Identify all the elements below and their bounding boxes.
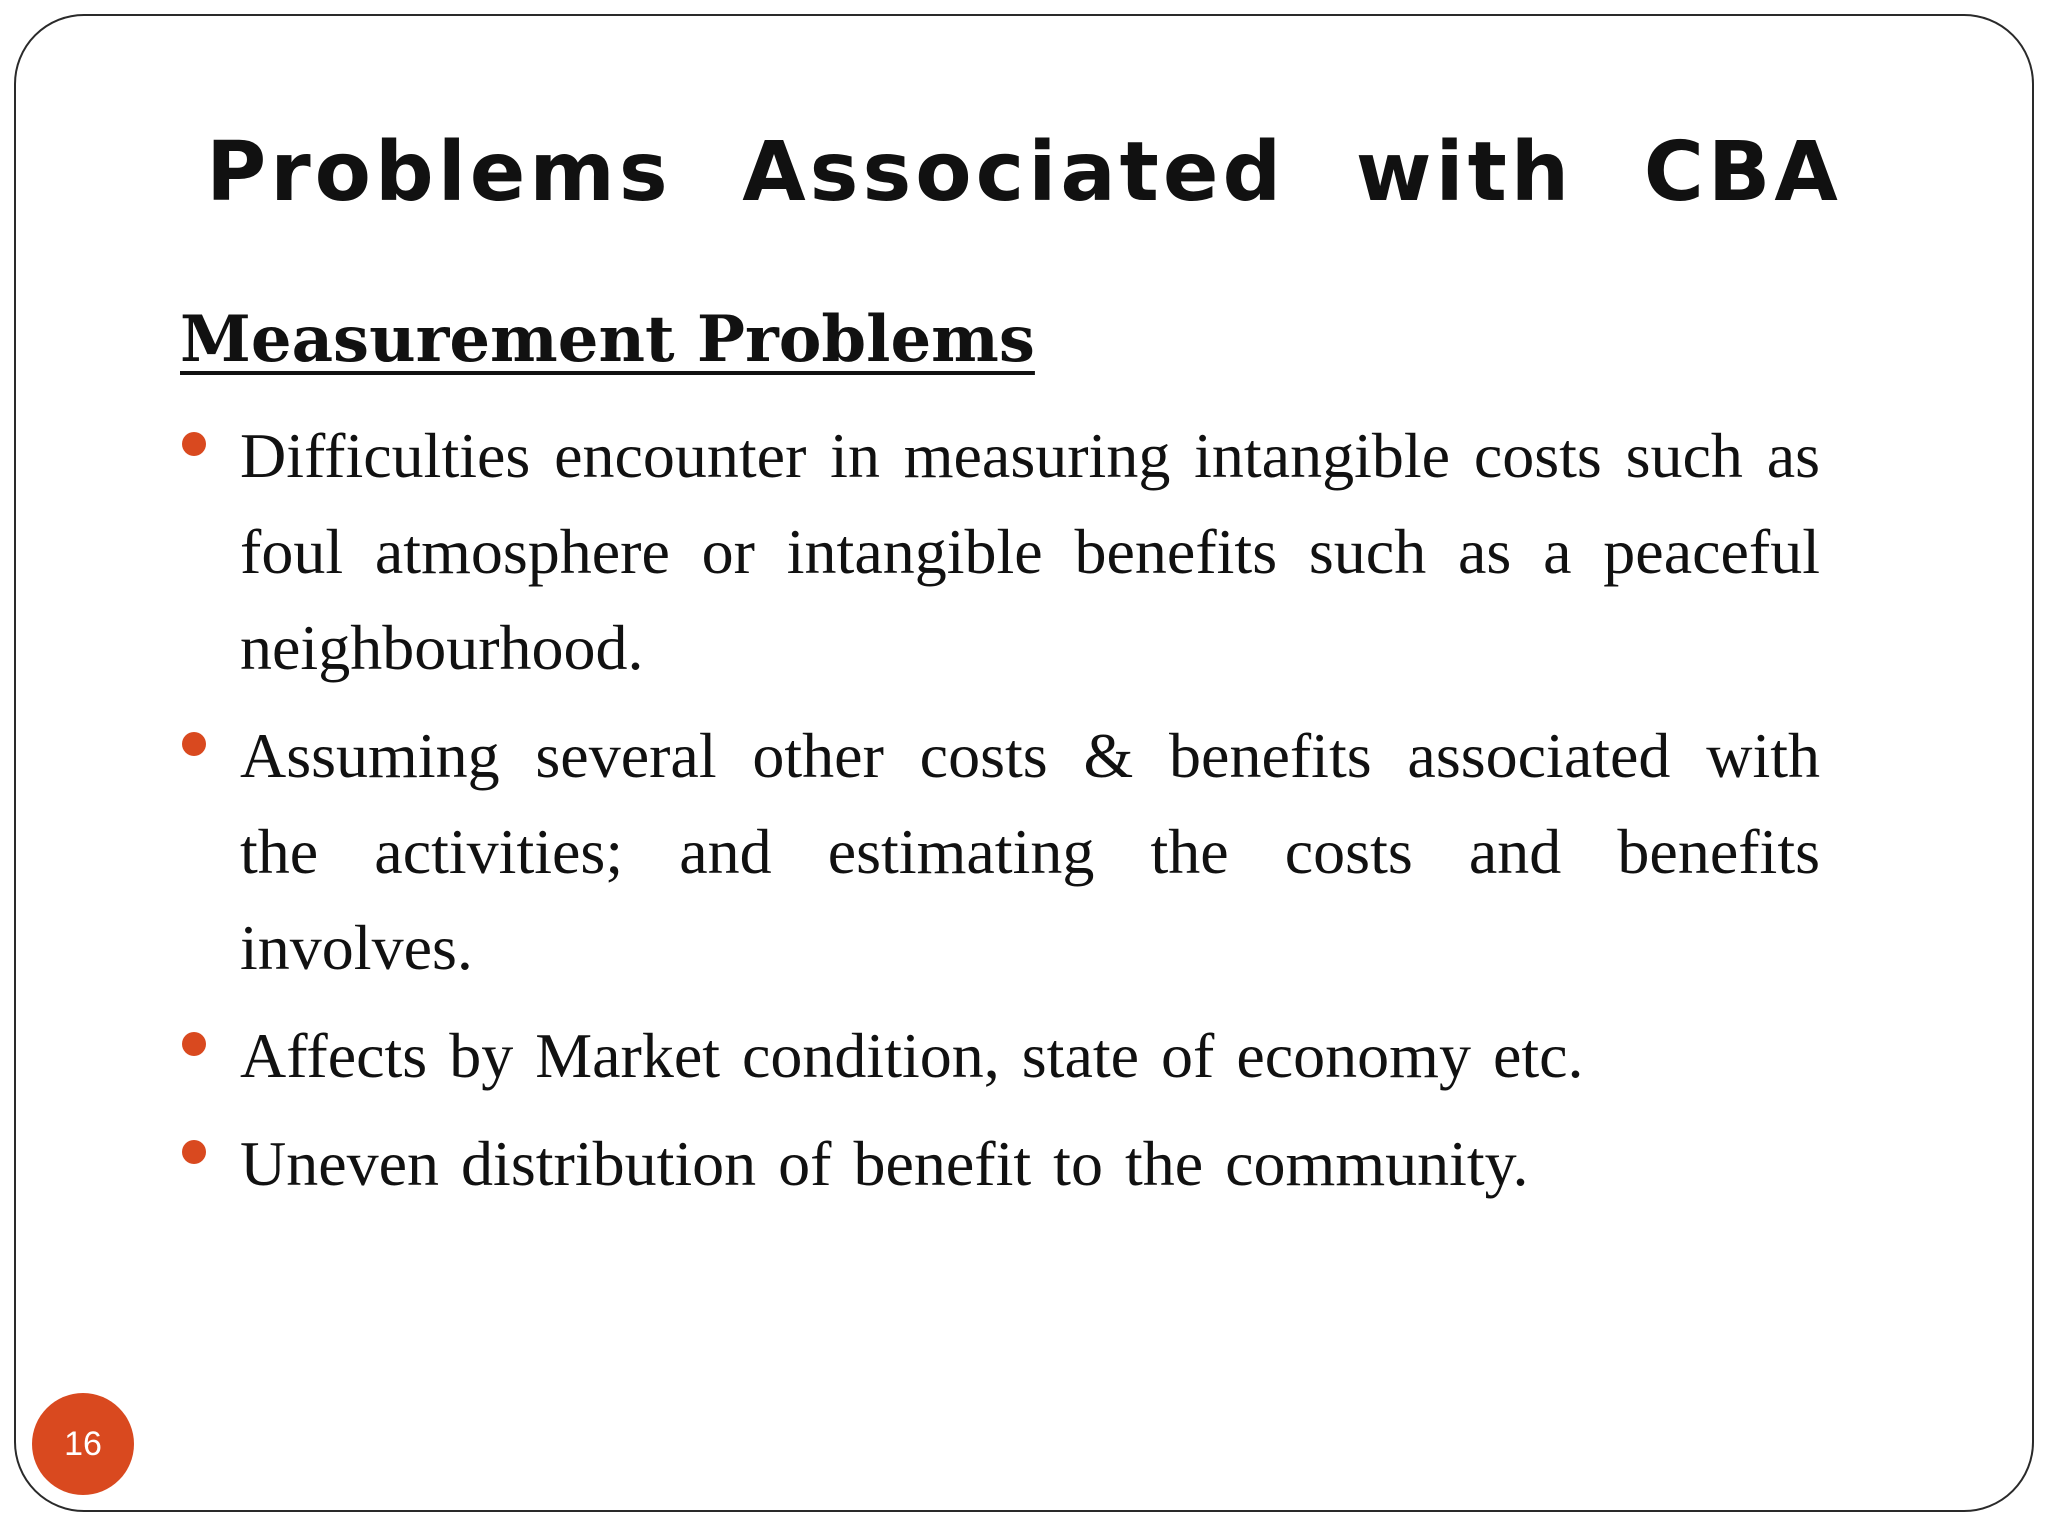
bullet-text: Assuming several other costs & benefits associated with the activities; and estimating the costs and benefits involves. [240,720,1820,983]
bullet-list [180,408,1820,1224]
page-number-badge: 16 [32,1393,134,1495]
bullet-dot-icon [182,432,206,456]
slide-title: Problems Associated with CBA [206,125,1842,220]
bullet-text: Difficulties encounter in measuring intangible costs such as foul atmosphere or intangible benefits such as a peaceful neighbourhood. [240,420,1820,683]
bullet-item [180,408,1820,696]
bullet-text: Affects by Market condition, state of economy etc. [240,1020,1584,1091]
section-heading: Measurement Problems [180,302,1035,377]
bullet-dot-icon [182,732,206,756]
bullet-dot-icon [182,1032,206,1056]
bullet-item [180,1116,1820,1212]
bullet-item [180,1008,1820,1104]
bullet-text: Uneven distribution of benefit to the community. [240,1128,1529,1199]
bullet-item [180,708,1820,996]
bullet-dot-icon [182,1140,206,1164]
